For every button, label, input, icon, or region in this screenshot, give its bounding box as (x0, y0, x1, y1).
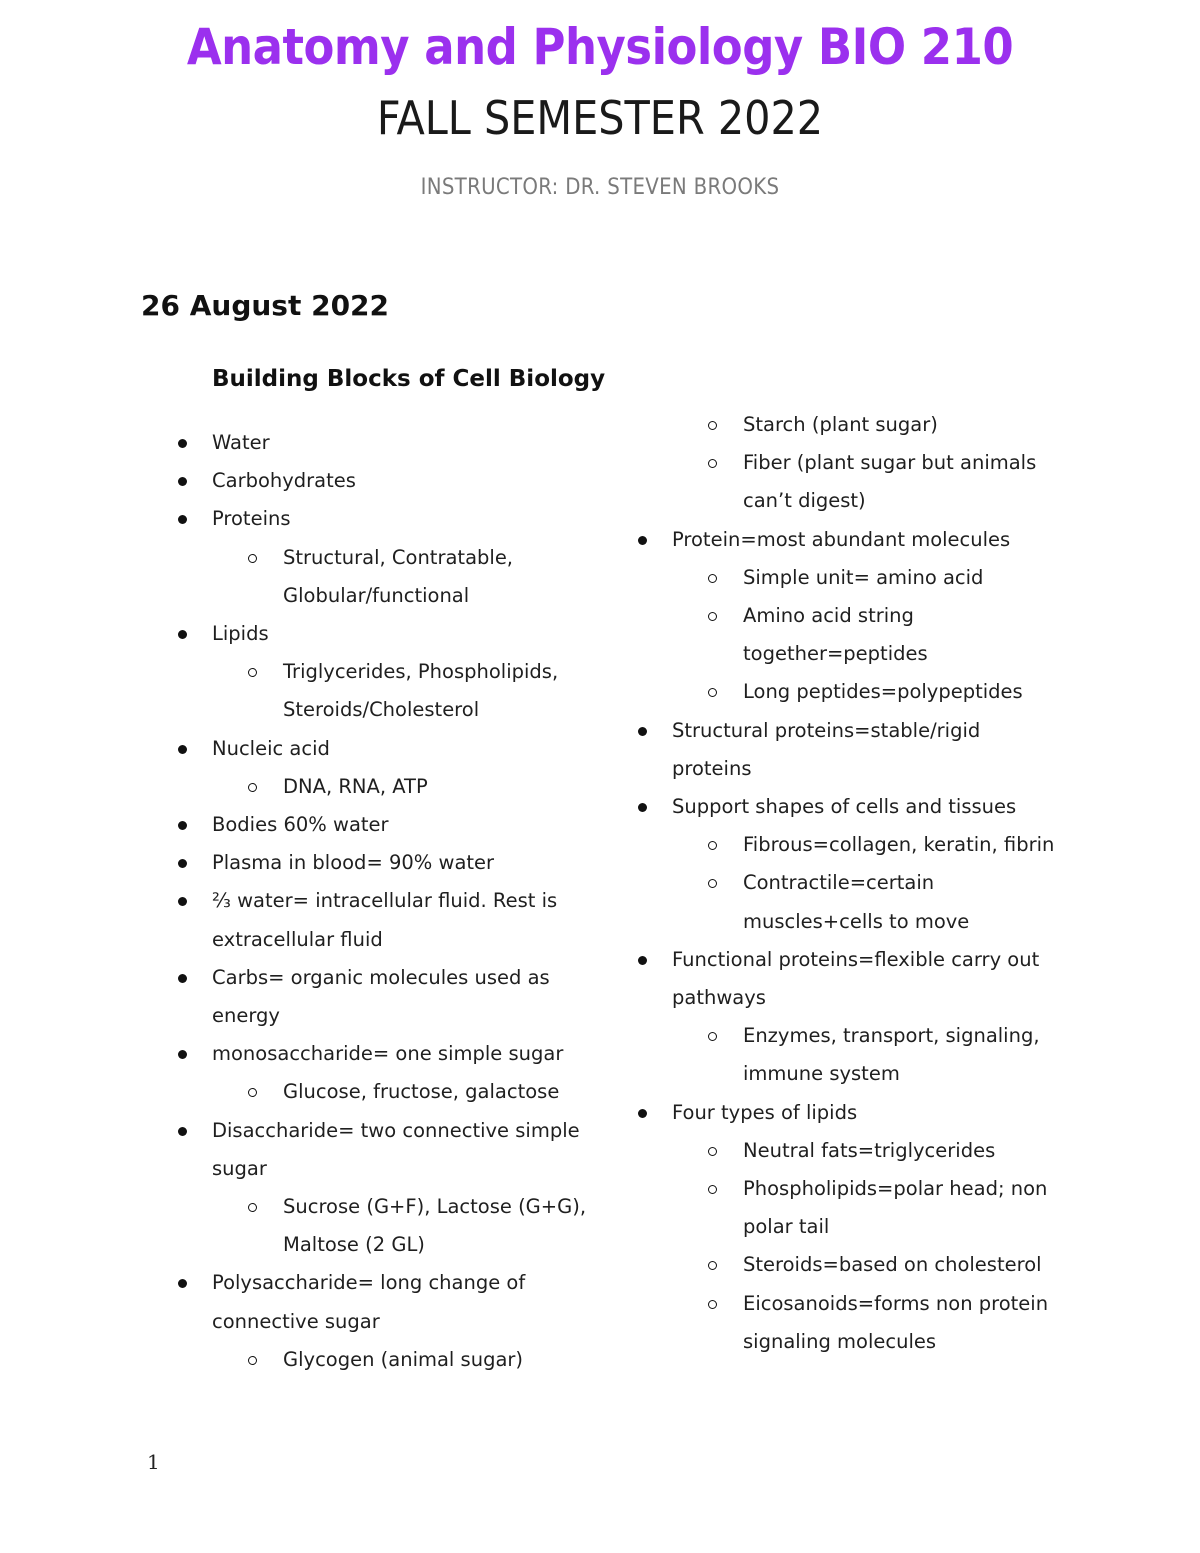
filled-bullet-icon (178, 859, 187, 868)
item-text: Contractile=certain muscles+cells to move (743, 871, 970, 933)
hollow-bullet-icon (708, 1300, 717, 1309)
bullet-item (632, 521, 1072, 559)
item-text: Sucrose (G+F), Lactose (G+G), Maltose (2 GL) (283, 1195, 587, 1257)
bullet-item (172, 844, 592, 882)
filled-bullet-icon (178, 1050, 187, 1059)
bullet-item (172, 959, 592, 1035)
sub-bullet-item (172, 768, 592, 806)
bullet-item (632, 712, 1072, 788)
item-text: Functional proteins=flexible carry out pathways (672, 947, 1040, 1010)
bullet-item (172, 730, 592, 768)
hollow-bullet-icon (708, 612, 717, 621)
hollow-bullet-icon (708, 841, 717, 850)
notes-column-left (172, 424, 592, 1379)
item-text: monosaccharide= one simple sugar (212, 1042, 564, 1066)
hollow-bullet-icon (708, 1032, 717, 1041)
bullet-item (632, 941, 1072, 1017)
item-text: Proteins (212, 507, 291, 531)
hollow-bullet-icon (708, 459, 717, 468)
sub-bullet-item (632, 1285, 1072, 1361)
hollow-bullet-icon (708, 1185, 717, 1194)
item-text: ⅔ water= intracellular fluid. Rest is extracellular fluid (212, 889, 558, 951)
item-text: Glucose, fructose, galactose (283, 1080, 560, 1104)
item-text: Protein=most abundant molecules (672, 527, 1011, 551)
filled-bullet-icon (178, 477, 187, 486)
sub-bullet-item (172, 1073, 592, 1111)
filled-bullet-icon (638, 727, 647, 736)
bullet-item (172, 806, 592, 844)
filled-bullet-icon (178, 821, 187, 830)
hollow-bullet-icon (708, 421, 717, 430)
item-text: Fiber (plant sugar but animals can’t digest) (743, 451, 1037, 513)
bullet-item (172, 462, 592, 500)
hollow-bullet-icon (708, 1147, 717, 1156)
filled-bullet-icon (178, 897, 187, 906)
bullet-item (632, 1094, 1072, 1132)
sub-bullet-item (632, 1017, 1072, 1093)
item-text: Plasma in blood= 90% water (212, 851, 495, 875)
notes-column-right (632, 406, 1072, 1361)
item-text: Water (212, 431, 270, 454)
hollow-bullet-icon (708, 879, 717, 888)
lecture-date: 26 August 2022 (141, 289, 390, 322)
item-text: Four types of lipids (672, 1100, 858, 1124)
sub-bullet-item (632, 1170, 1072, 1246)
filled-bullet-icon (638, 956, 647, 965)
item-text: Lipids (212, 622, 269, 646)
item-text: Amino acid string together=peptides (743, 604, 928, 666)
item-text: Simple unit= amino acid (743, 565, 984, 589)
hollow-bullet-icon (708, 688, 717, 697)
sub-bullet-item (172, 1341, 592, 1379)
item-text: Eicosanoids=forms non protein signaling molecules (743, 1291, 1049, 1353)
hollow-bullet-icon (708, 1261, 717, 1270)
filled-bullet-icon (178, 1279, 187, 1288)
item-text: Starch (plant sugar) (743, 413, 938, 436)
sub-bullet-item (172, 539, 592, 615)
item-text: Support shapes of cells and tissues (672, 795, 1017, 819)
item-text: Steroids=based on cholesterol (743, 1253, 1042, 1277)
filled-bullet-icon (178, 1127, 187, 1136)
sub-bullet-item (632, 864, 1072, 940)
sub-bullet-item (632, 559, 1072, 597)
instructor-line: INSTRUCTOR: DR. STEVEN BROOKS (420, 175, 780, 200)
bullet-item (172, 424, 592, 462)
notes-list-right (632, 406, 1072, 1361)
item-text: DNA, RNA, ATP (283, 774, 428, 798)
bullet-item (172, 882, 592, 958)
section-heading: Building Blocks of Cell Biology (212, 366, 606, 392)
sub-bullet-item (632, 597, 1072, 673)
filled-bullet-icon (178, 745, 187, 754)
item-text: Triglycerides, Phospholipids, Steroids/Cholesterol (283, 660, 559, 722)
item-text: Polysaccharide= long change of connective sugar (212, 1271, 526, 1333)
hollow-bullet-icon (248, 1088, 257, 1097)
bullet-item (172, 500, 592, 538)
item-text: Phospholipids=polar head; non polar tail (743, 1177, 1048, 1239)
bullet-item (172, 1035, 592, 1073)
filled-bullet-icon (178, 630, 187, 639)
bullet-item (172, 1112, 592, 1188)
filled-bullet-icon (638, 1109, 647, 1118)
item-text: Glycogen (animal sugar) (283, 1347, 524, 1371)
filled-bullet-icon (178, 974, 187, 983)
hollow-bullet-icon (248, 1203, 257, 1212)
item-text: Nucleic acid (212, 736, 330, 760)
hollow-bullet-icon (248, 783, 257, 792)
bullet-item (172, 1264, 592, 1340)
item-text: Disaccharide= two connective simple sugar (212, 1118, 580, 1180)
item-text: Long peptides=polypeptides (743, 680, 1023, 704)
item-text: Neutral fats=triglycerides (743, 1138, 996, 1162)
bullet-item (172, 615, 592, 653)
bullet-item (632, 788, 1072, 826)
filled-bullet-icon (638, 536, 647, 545)
sub-bullet-item (632, 1132, 1072, 1170)
notes-list-left (172, 424, 592, 1379)
page-number: 1 (147, 1450, 160, 1474)
item-text: Carbs= organic molecules used as energy (212, 965, 550, 1028)
item-text: Structural, Contratable, Globular/functional (283, 545, 514, 607)
hollow-bullet-icon (708, 574, 717, 583)
item-text: Fibrous=collagen, keratin, fibrin (743, 833, 1055, 857)
filled-bullet-icon (178, 515, 187, 524)
hollow-bullet-icon (248, 668, 257, 677)
sub-bullet-item (172, 1188, 592, 1264)
sub-bullet-item (632, 673, 1072, 711)
sub-bullet-item (172, 653, 592, 729)
semester-subtitle: FALL SEMESTER 2022 (376, 91, 824, 145)
hollow-bullet-icon (248, 1356, 257, 1365)
item-text: Structural proteins=stable/rigid proteins (672, 718, 981, 780)
filled-bullet-icon (178, 439, 187, 448)
filled-bullet-icon (638, 803, 647, 812)
hollow-bullet-icon (248, 554, 257, 563)
item-text: Bodies 60% water (212, 813, 389, 837)
sub-bullet-item (632, 444, 1072, 520)
sub-bullet-item (632, 826, 1072, 864)
item-text: Enzymes, transport, signaling, immune system (743, 1024, 1040, 1086)
item-text: Carbohydrates (212, 469, 356, 493)
document-title: Anatomy and Physiology BIO 210 (186, 18, 1014, 76)
sub-bullet-item (632, 1246, 1072, 1284)
sub-bullet-item (632, 406, 1072, 444)
